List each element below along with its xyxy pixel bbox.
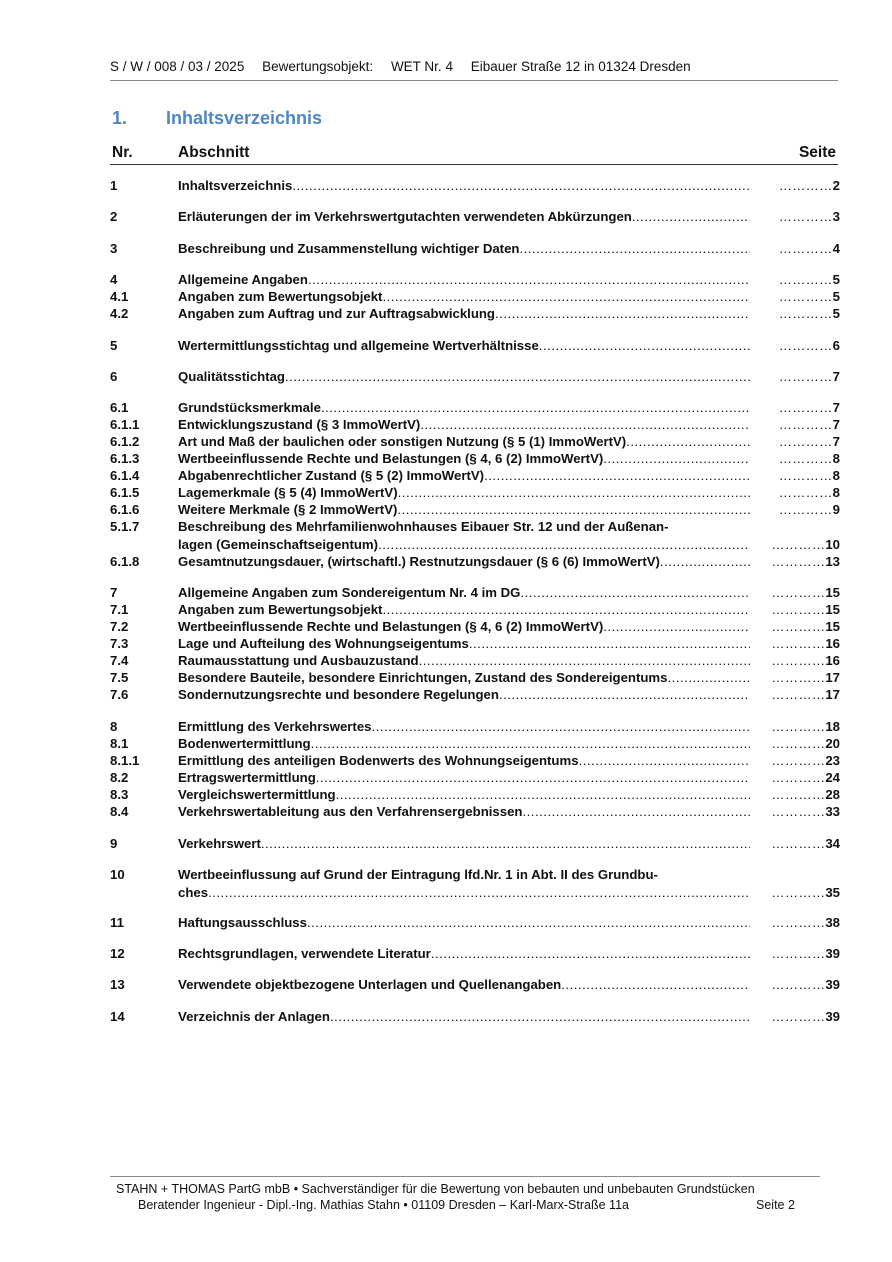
toc-page: 7 <box>832 400 840 415</box>
toc-number: 6.1.4 <box>110 468 140 483</box>
toc-title: Rechtsgrundlagen, verwendete Literatur <box>178 946 431 961</box>
toc-title: Verkehrswertableitung aus den Verfahrensergebnissen <box>178 804 523 819</box>
toc-title: Wertermittlungsstichtag und allgemeine Wertverhältnisse <box>178 338 539 353</box>
toc-title: Bodenwertermittlung <box>178 736 311 751</box>
toc-title: Gesamtnutzungsdauer, (wirtschaftl.) Restnutzungsdauer (§ 6 (6) ImmoWertV) <box>178 554 660 569</box>
toc-page: 39 <box>825 1009 840 1024</box>
toc-title: Entwicklungszustand (§ 3 ImmoWertV) <box>178 417 421 432</box>
toc-number: 8.4 <box>110 804 129 819</box>
toc-page: 23 <box>825 753 840 768</box>
toc-number: 6.1.2 <box>110 434 140 449</box>
toc-page: 39 <box>825 977 840 992</box>
toc-page: 13 <box>825 554 840 569</box>
toc-title: Ermittlung des Verkehrswertes <box>178 719 372 734</box>
toc-title: Verwendete objektbezogene Unterlagen und Quellenangaben <box>178 977 562 992</box>
footer-divider <box>110 1176 820 1177</box>
toc-title: Angaben zum Bewertungsobjekt <box>178 289 383 304</box>
toc-page: 2 <box>832 178 840 193</box>
footer-company-line: STAHN + THOMAS PartG mbB • Sachverständiger für die Bewertung von bebauten und unbebauten Grundstücken <box>116 1182 755 1196</box>
toc-page: 4 <box>832 241 840 256</box>
toc-page: 17 <box>825 687 840 702</box>
toc-number: 8.1.1 <box>110 753 140 768</box>
toc-page: 6 <box>832 338 840 353</box>
toc-page: 8 <box>832 451 840 466</box>
page-header <box>110 59 840 74</box>
toc-number: 7.5 <box>110 670 129 685</box>
toc-title: Sondernutzungsrechte und besondere Regelungen <box>178 687 499 702</box>
toc-page: 16 <box>825 653 840 668</box>
toc-number: 7.2 <box>110 619 129 634</box>
toc-page: 33 <box>825 804 840 819</box>
toc-number: 6.1.3 <box>110 451 140 466</box>
toc-title: Wertbeeinflussende Rechte und Belastungen (§ 4, 6 (2) ImmoWertV) <box>178 619 604 634</box>
toc-page: 17 <box>825 670 840 685</box>
toc-number: 12 <box>110 946 125 961</box>
toc-number: 4.2 <box>110 306 129 321</box>
toc-title: Lagemerkmale (§ 5 (4) ImmoWertV) <box>178 485 398 500</box>
toc-page: 7 <box>832 417 840 432</box>
column-section: Abschnitt <box>178 144 250 161</box>
toc-title: lagen (Gemeinschaftseigentum) <box>178 537 379 552</box>
toc-page: 15 <box>825 602 840 617</box>
toc-title: Angaben zum Auftrag und zur Auftragsabwicklung <box>178 306 495 321</box>
toc-page: 9 <box>832 502 840 517</box>
toc-number: 10 <box>110 867 125 882</box>
toc-number: 7.6 <box>110 687 129 702</box>
toc-number: 6.1.8 <box>110 554 140 569</box>
toc-number: 11 <box>110 915 124 930</box>
toc-number: 5 <box>110 338 118 353</box>
toc-title: Allgemeine Angaben zum Sondereigentum Nr. 4 im DG <box>178 585 521 600</box>
toc-page: 15 <box>825 585 840 600</box>
footer-address-line <box>138 1198 795 1212</box>
toc-page: 39 <box>825 946 840 961</box>
toc-page: 8 <box>832 485 840 500</box>
toc-number: 7.3 <box>110 636 129 651</box>
header-divider <box>110 80 838 81</box>
document-reference: S / W / 008 / 03 / 2025 <box>110 59 245 74</box>
toc-number: 6 <box>110 369 118 384</box>
toc-page: 28 <box>825 787 840 802</box>
heading-number: 1. <box>112 108 128 128</box>
toc-title: Lage und Aufteilung des Wohnungseigentums <box>178 636 469 651</box>
toc-page: 8 <box>832 468 840 483</box>
toc-page: 35 <box>825 885 840 900</box>
toc-number: 1 <box>110 178 118 193</box>
toc-title: Inhaltsverzeichnis <box>178 178 293 193</box>
toc-title: Ermittlung des anteiligen Bodenwerts des Wohnungseigentums <box>178 753 579 768</box>
toc-number: 7.1 <box>110 602 129 617</box>
object-id: WET Nr. 4 <box>390 59 453 74</box>
column-page: Seite <box>798 144 836 161</box>
toc-page: 7 <box>832 434 840 449</box>
toc-number: 6.1.6 <box>110 502 140 517</box>
toc-number: 14 <box>110 1009 125 1024</box>
toc-title-line1: Beschreibung des Mehrfamilienwohnhauses Eibauer Str. 12 und der Außenan- <box>178 519 669 534</box>
toc-number: 6.1 <box>110 400 129 415</box>
toc-title: Vergleichswertermittlung <box>178 787 336 802</box>
toc-page: 7 <box>832 369 840 384</box>
toc-page: 34 <box>825 836 840 851</box>
footer-address: Beratender Ingenieur - Dipl.-Ing. Mathias Stahn • 01109 Dresden – Karl-Marx-Straße 11a <box>138 1198 629 1212</box>
section-heading <box>112 108 322 129</box>
toc-title: Abgabenrechtlicher Zustand (§ 5 (2) ImmoWertV) <box>178 468 485 483</box>
toc-page: 16 <box>825 636 840 651</box>
toc-number: 9 <box>110 836 118 851</box>
toc-page: 3 <box>832 209 840 224</box>
toc-page: 15 <box>825 619 840 634</box>
toc-title-line1: Wertbeeinflussung auf Grund der Eintragung lfd.Nr. 1 in Abt. II des Grundbu- <box>178 867 658 882</box>
toc-title: Verkehrswert <box>178 836 261 851</box>
toc-title: Ertragswertermittlung <box>178 770 316 785</box>
toc-page: 20 <box>825 736 840 751</box>
column-nr: Nr. <box>112 144 133 161</box>
toc-number: 8.2 <box>110 770 129 785</box>
toc-title: Angaben zum Bewertungsobjekt <box>178 602 383 617</box>
toc-title: Grundstücksmerkmale <box>178 400 321 415</box>
toc-number: 4.1 <box>110 289 129 304</box>
toc-page: 38 <box>825 915 840 930</box>
toc-number: 7 <box>110 585 118 600</box>
object-label: Bewertungsobjekt: <box>262 59 374 74</box>
toc-number: 8 <box>110 719 118 734</box>
toc-title: Haftungsausschluss <box>178 915 307 930</box>
toc-number: 6.1.5 <box>110 485 140 500</box>
toc-title: Art und Maß der baulichen oder sonstigen Nutzung (§ 5 (1) ImmoWertV) <box>178 434 627 449</box>
toc-title: Beschreibung und Zusammenstellung wichtiger Daten <box>178 241 520 256</box>
toc-page: 24 <box>825 770 840 785</box>
toc-title: Erläuterungen der im Verkehrswertgutachten verwendeten Abkürzungen <box>178 209 632 224</box>
toc-title: Weitere Merkmale (§ 2 ImmoWertV) <box>178 502 398 517</box>
heading-title: Inhaltsverzeichnis <box>166 108 323 128</box>
toc-page: 5 <box>832 272 840 287</box>
toc-number: 3 <box>110 241 118 256</box>
toc-title: Qualitätsstichtag <box>178 369 285 384</box>
toc-number: 8.1 <box>110 736 129 751</box>
toc-page: 10 <box>825 537 840 552</box>
column-header-divider <box>110 164 838 165</box>
toc-title: ches <box>178 885 209 900</box>
toc-number: 6.1.1 <box>110 417 140 432</box>
toc-number: 5.1.7 <box>110 519 140 534</box>
toc-number: 4 <box>110 272 118 287</box>
toc-page: 5 <box>832 289 840 304</box>
toc-page: 5 <box>832 306 840 321</box>
toc-number: 8.3 <box>110 787 129 802</box>
toc-title: Wertbeeinflussende Rechte und Belastungen (§ 4, 6 (2) ImmoWertV) <box>178 451 604 466</box>
toc-title: Raumausstattung und Ausbauzustand <box>178 653 419 668</box>
page-number: Seite 2 <box>756 1198 795 1212</box>
object-address: Eibauer Straße 12 in 01324 Dresden <box>470 59 691 74</box>
toc-title: Allgemeine Angaben <box>178 272 308 287</box>
toc-number: 13 <box>110 977 125 992</box>
toc-title: Verzeichnis der Anlagen <box>178 1009 330 1024</box>
toc-page: 18 <box>825 719 840 734</box>
toc-title: Besondere Bauteile, besondere Einrichtungen, Zustand des Sondereigentums <box>178 670 668 685</box>
toc-number: 2 <box>110 209 118 224</box>
toc-number: 7.4 <box>110 653 129 668</box>
